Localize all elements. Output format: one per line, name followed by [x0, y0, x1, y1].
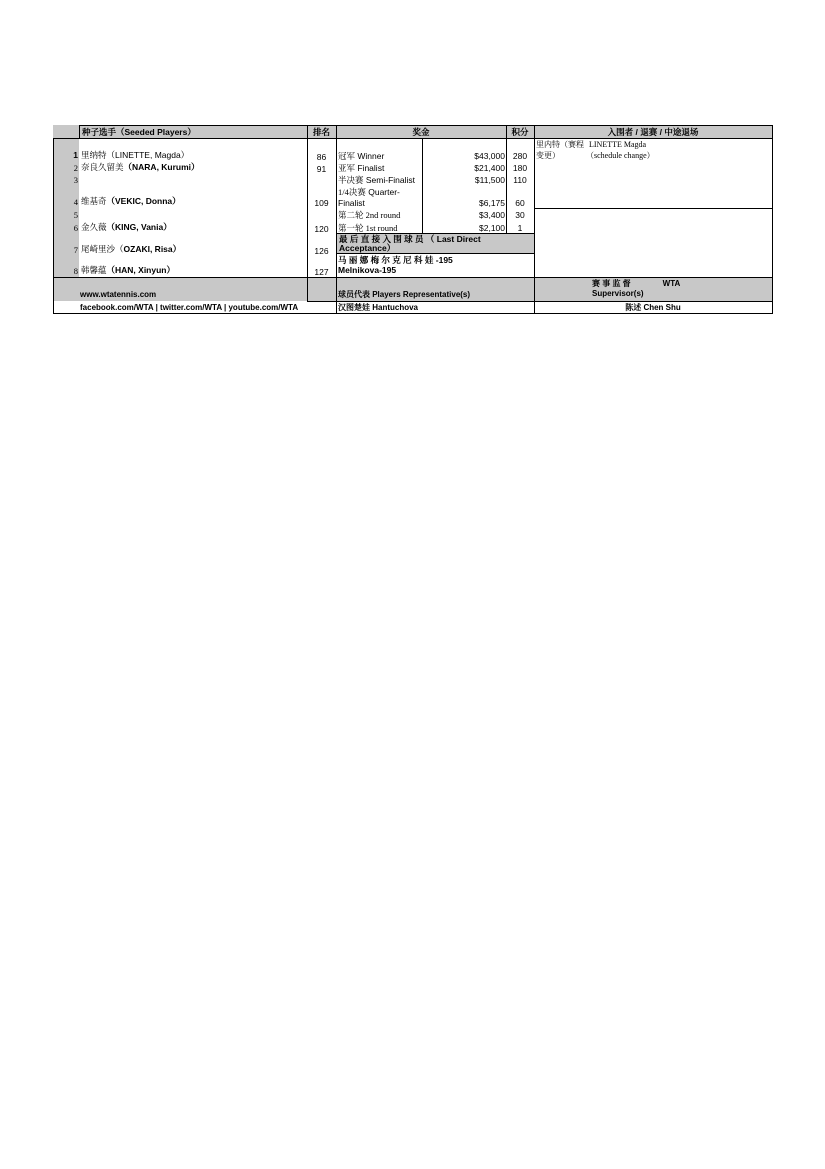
- grid-line: [534, 125, 535, 314]
- entries-line2-cn: 变更）: [536, 151, 560, 160]
- seed-number: 1: [73, 150, 78, 160]
- entries-line1: [536, 140, 772, 150]
- supervisor-label-cn: 赛 事 监 督: [592, 279, 631, 288]
- seed-player-en: LINETTE, Magda）: [115, 150, 190, 160]
- seed-player-en: （KING, Vania）: [106, 222, 172, 232]
- prize-points: 180: [512, 163, 528, 173]
- footer-players-rep-label: 球员代表 Players Representative(s): [338, 290, 471, 299]
- prize-round: [338, 175, 422, 185]
- prize-amount: $3,400: [479, 210, 505, 220]
- seed-number: 7: [73, 245, 78, 255]
- seed-player-en: OZAKI, Risa）: [123, 244, 182, 254]
- header-entries: 入围者 / 退赛 / 中途退场: [534, 125, 772, 138]
- seed-player: [81, 244, 307, 254]
- seed-rank: 109: [314, 198, 329, 208]
- supervisor-label-wta: WTA: [662, 279, 681, 288]
- seed-player: [81, 196, 307, 206]
- prize-round-en: Semi-Finalist: [363, 175, 415, 185]
- supervisor-label-en: Supervisor(s): [592, 289, 644, 298]
- seed-rank: 120: [314, 224, 329, 234]
- last-direct-value: [338, 255, 534, 277]
- prize-round-en: Quarter-: [365, 187, 400, 197]
- seed-player-cn: 里纳特（: [81, 150, 116, 160]
- seed-number: 6: [73, 223, 78, 233]
- seed-player: [81, 265, 307, 275]
- entries-line1-name: LINETTE Magda: [589, 140, 647, 149]
- prize-round: [338, 210, 422, 220]
- prize-points: 280: [512, 151, 528, 161]
- seed-player-cn: 金久薇: [81, 222, 107, 232]
- grid-line: [336, 253, 534, 254]
- prize-round-en: 1st round: [363, 223, 398, 233]
- entries-line2: [536, 151, 772, 161]
- prize-round-cn: 第一轮: [338, 223, 364, 233]
- prize-amount: $2,100: [479, 223, 505, 233]
- header-left-margin: [53, 125, 79, 138]
- prize-round-cn: 半决赛: [338, 175, 364, 185]
- grid-line: [336, 233, 534, 234]
- header-prize-money: 奖金: [336, 125, 506, 138]
- grid-line: [307, 125, 308, 301]
- prize-round: [338, 151, 422, 161]
- header-seeded-players: 种子选手（Seeded Players）: [79, 125, 307, 138]
- grid-line: [772, 125, 773, 314]
- seed-number: 5: [73, 210, 78, 220]
- grid-line: [79, 125, 80, 138]
- prize-round-cn: 第二轮: [338, 210, 364, 220]
- header-rank: 排名: [307, 125, 336, 138]
- seed-rank: 127: [314, 267, 329, 277]
- prize-points: 110: [513, 175, 527, 185]
- grid-line: [53, 138, 54, 314]
- prize-amount: $43,000: [474, 151, 505, 161]
- entries-line2-en: （schedule change）: [586, 151, 655, 160]
- last-direct-value-line1: 马 丽 娜 梅 尔 克 尼 科 娃 -195: [338, 255, 453, 265]
- seed-player: [81, 222, 307, 232]
- prize-round-en: Finalist: [355, 163, 385, 173]
- seed-player: [81, 150, 307, 160]
- prize-round-en: Winner: [355, 151, 385, 161]
- header-points: 积分: [506, 125, 534, 138]
- last-direct-value-line2: Melnikova-195: [338, 265, 397, 275]
- prize-round-cn: 冠军: [338, 151, 356, 161]
- prize-round-en: 2nd round: [363, 210, 401, 220]
- prize-round-cn: 1/4决赛: [338, 187, 366, 197]
- seed-player-en: （VEKIC, Donna）: [106, 196, 181, 206]
- seed-player-cn: 奈良久留美: [81, 162, 124, 172]
- footer-website: www.wtatennis.com: [80, 290, 157, 299]
- seed-number: 4: [73, 197, 78, 207]
- seed-number: 2: [73, 163, 78, 173]
- prize-points: 30: [515, 210, 525, 220]
- seed-player: [81, 162, 307, 172]
- seed-player-cn: 尾崎里沙（: [81, 244, 124, 254]
- last-direct-label: [337, 234, 534, 253]
- prize-round-cn: 亚军: [338, 163, 356, 173]
- grid-line: [336, 125, 337, 314]
- grid-line: [79, 125, 772, 126]
- grid-line: [307, 301, 772, 302]
- prize-round: [338, 187, 422, 197]
- grid-line: [422, 138, 423, 233]
- footer-players-rep-name: 汉图楚娃 Hantuchova: [338, 303, 419, 312]
- footer-social: facebook.com/WTA | twitter.com/WTA | youtube.com/WTA: [80, 303, 299, 312]
- last-direct-label-line1: 最 后 直 接 入 围 球 员 （ Last Direct: [339, 234, 481, 244]
- grid-line: [53, 277, 772, 278]
- prize-points: 1: [517, 223, 523, 233]
- seed-number: 8: [73, 266, 78, 276]
- seed-player-cn: 韩馨蕴: [81, 265, 107, 275]
- prize-round: [338, 223, 422, 233]
- seed-player-en: （NARA, Kurumi）: [123, 162, 200, 172]
- seed-rank: 91: [316, 164, 327, 174]
- seed-player-en: （HAN, Xinyun）: [106, 265, 175, 275]
- prize-amount: $11,500: [474, 175, 505, 185]
- seed-rank: 86: [316, 152, 327, 162]
- grid-line: [534, 208, 772, 209]
- grid-line: [53, 313, 772, 314]
- prize-round: [338, 163, 422, 173]
- grid-line: [53, 138, 772, 139]
- seed-number: 3: [73, 175, 78, 185]
- prize-amount: $6,175: [479, 198, 505, 208]
- prize-round-cont: Finalist: [338, 198, 365, 208]
- last-direct-label-line2: Acceptance）: [339, 243, 396, 253]
- entries-line1-cn: 里内特（赛程: [536, 140, 584, 149]
- prize-points: 60: [515, 198, 525, 208]
- grid-line: [506, 125, 507, 233]
- footer-supervisor-name: 陈述 Chen Shu: [625, 303, 681, 312]
- supervisor-label: [536, 279, 772, 301]
- seed-rank: 126: [314, 246, 329, 256]
- seed-player-cn: 维基奇: [81, 196, 107, 206]
- prize-amount: $21,400: [474, 163, 505, 173]
